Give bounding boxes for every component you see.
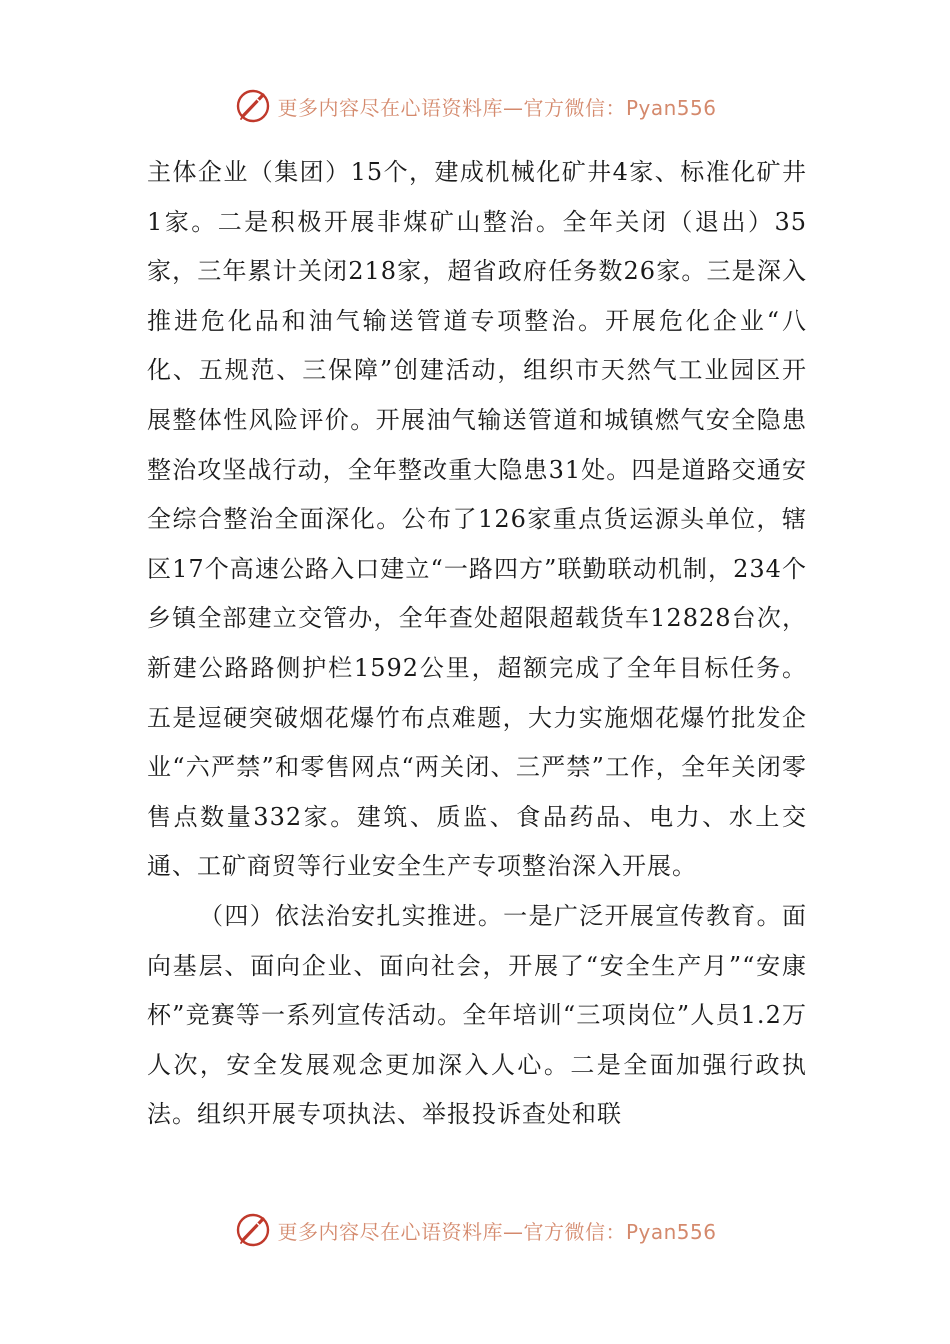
pen-circle-logo-icon [233, 1210, 273, 1250]
watermark-text: 更多内容尽在心语资料库—官方微信：Pyan556 [277, 95, 717, 120]
document-body [147, 148, 807, 1140]
watermark-text: 更多内容尽在心语资料库—官方微信：Pyan556 [277, 1219, 717, 1244]
paragraph-continued: 主体企业（集团）15个，建成机械化矿井4家、标准化矿井1家。二是积极开展非煤矿山整治。全年关闭（退出）35家，三年累计关闭218家，超省政府任务数26家。三是深入推进危化品和油气输送管道专项整治。开展危化企业“八化、五规范、三保障”创建活动，组织市天然气工业园区开展整体性风险评价。开展油气输送管道和城镇燃气安全隐患整治攻坚战行动，全年整改重大隐患31处。四是道路交通安全综合整治全面深化。公布了126家重点货运源头单位，辖区17个高速公路入口建立“一路四方”联勤联动机制，234个乡镇全部建立交管办，全年查处超限超载货车12828台次，新建公路路侧护栏1592公里，超额完成了全年目标任务。五是逗硬突破烟花爆竹布点难题，大力实施烟花爆竹批发企业“六严禁”和零售网点“两关闭、三严禁”工作，全年关闭零售点数量332家。建筑、质监、食品药品、电力、水上交通、工矿商贸等行业安全生产专项整治深入开展。 [147, 158, 807, 881]
paragraph-section-4: （四）依法治安扎实推进。一是广泛开展宣传教育。面向基层、面向企业、面向社会，开展了“安全生产月”“安康杯”竞赛等一系列宣传活动。全年培训“三项岗位”人员1.2万人次，安全发展观念更加深入人心。二是全面加强行政执法。组织开展专项执法、举报投诉查处和联 [147, 901, 807, 1129]
pen-circle-logo-icon [233, 86, 273, 126]
header-watermark [0, 84, 950, 128]
footer-watermark [0, 1208, 950, 1252]
